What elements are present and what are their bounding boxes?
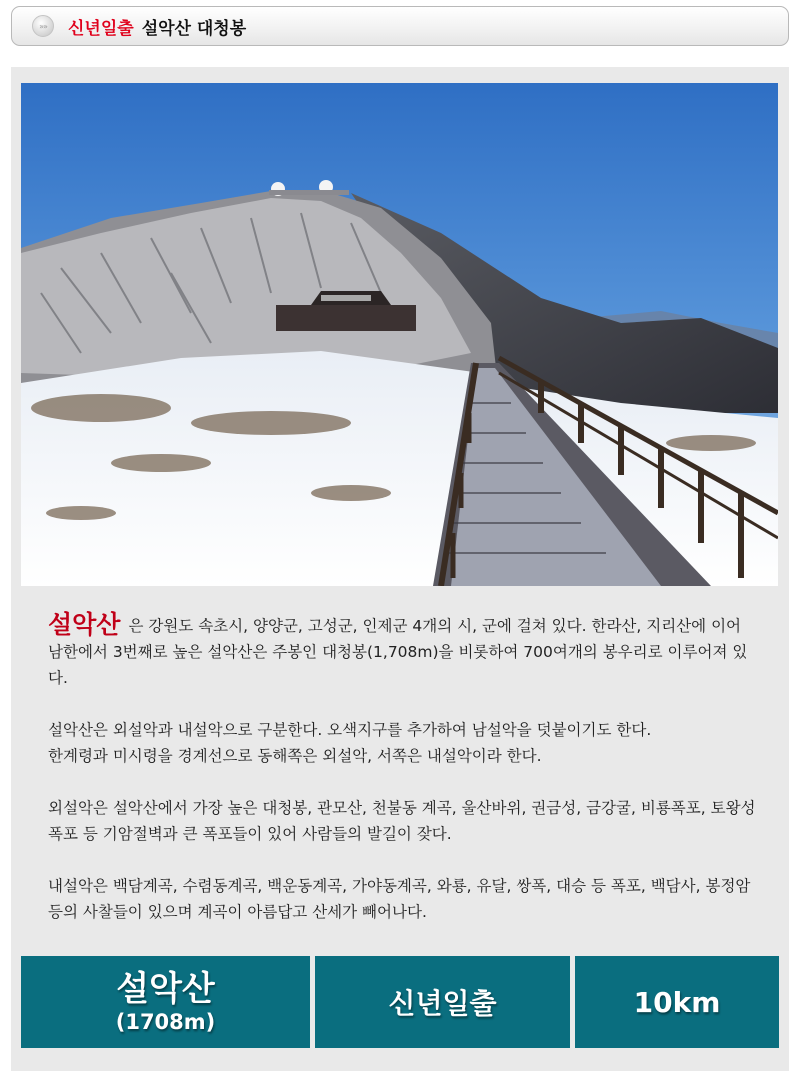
intro-paragraph	[48, 612, 758, 691]
mountain-info-cell	[21, 956, 310, 1048]
title-highlight: 신년일출	[68, 18, 134, 39]
mountain-name: 설악산	[116, 969, 215, 1009]
intro-text: 은 강원도 속초시, 양양군, 고성군, 인제군 4개의 시, 군에 걸쳐 있다. 한라산, 지리산에 이어 남한에서 3번째로 높은 설악산은 주봉인 대청봉(1,708m)을 비롯하여 700여개의 봉우리로 이루어져 있다.	[48, 617, 748, 687]
distance-label: 10km	[633, 985, 721, 1019]
page-title: 설악산 대청봉	[141, 18, 247, 39]
page-title-bar	[11, 6, 789, 46]
theme-info-cell	[315, 956, 570, 1048]
double-chevron-icon: »»	[32, 15, 54, 37]
mountain-photo-illustration	[21, 83, 778, 586]
outer-seorak-paragraph: 외설악은 설악산에서 가장 높은 대청봉, 관모산, 천불동 계곡, 울산바위, 권금성, 금강굴, 비룡폭포, 토왕성폭포 등 기암절벽과 큰 폭포들이 있어 사람들의 발길이 잦다.	[48, 799, 756, 843]
description-text	[48, 612, 758, 951]
region-line-2: 한계령과 미시령을 경계선으로 동해쪽은 외설악, 서쪽은 내설악이라 한다.	[48, 747, 542, 765]
inner-seorak-paragraph: 내설악은 백담계곡, 수렴동계곡, 백운동계곡, 가야동계곡, 와룡, 유달, 쌍폭, 대승 등 폭포, 백담사, 봉정암 등의 사찰들이 있으며 계곡이 아름답고 산세가 빼어나다.	[48, 877, 751, 921]
lead-word: 설악산	[48, 610, 121, 639]
info-bar	[21, 956, 779, 1048]
mountain-height: (1708m)	[115, 1010, 216, 1034]
theme-label: 신년일출	[388, 987, 497, 1020]
distance-info-cell	[575, 956, 779, 1048]
region-line-1: 설악산은 외설악과 내설악으로 구분한다. 오색지구를 추가하여 남설악을 덧붙이기도 한다.	[48, 721, 652, 739]
content-panel	[11, 67, 789, 1071]
mountain-photo	[21, 83, 778, 586]
region-paragraph	[48, 717, 758, 769]
